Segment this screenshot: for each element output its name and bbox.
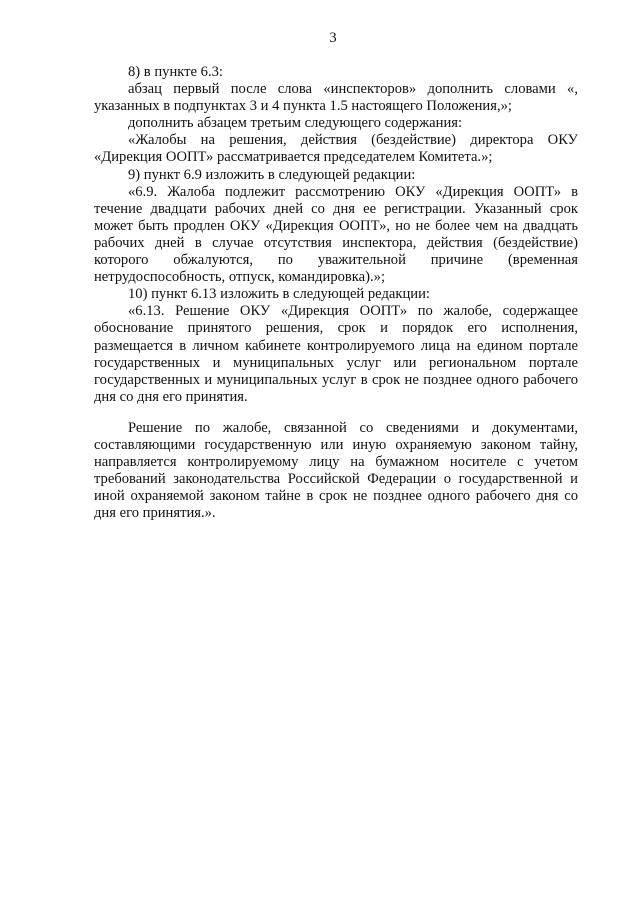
paragraph-6-13-quote: «6.13. Решение ОКУ «Дирекция ООПТ» по жалобе, содержащее обоснование принятого решения, срок и порядок его исполнения, размещается в личном кабинете контролируемого лица на едином портале государственных и муниципальных услуг или региональном портале государственных и муниципальных услуг в срок не позднее одного рабочего дня со дня его принятия. [94, 303, 578, 405]
paragraph-6-9-quote: «6.9. Жалоба подлежит рассмотрению ОКУ «Дирекция ООПТ» в течение двадцати рабочих дней со дня ее регистрации. Указанный срок может быть продлен ОКУ «Дирекция ООПТ», но не более чем на двадцать рабочих дней в случае отсутствия инспектора, действия (бездействие) которого обжалуются, по уважительной причине (временная нетрудоспособность, отпуск, командировка).»; [94, 183, 578, 286]
document-body [94, 64, 578, 522]
paragraph-item-9: 9) пункт 6.9 изложить в следующей редакции: [128, 166, 416, 183]
paragraph-complaints-quote: «Жалобы на решения, действия (бездействие) директора ОКУ «Дирекция ООПТ» рассматривается председателем Комитета.»; [94, 132, 578, 166]
page-number: 3 [329, 30, 337, 46]
paragraph-item-8: 8) в пункте 6.3: [128, 64, 223, 80]
paragraph-item-10: 10) пункт 6.13 изложить в следующей редакции: [128, 286, 430, 303]
paragraph-add-third: дополнить абзацем третьим следующего содержания: [128, 115, 463, 132]
paragraph-secret-decision: Решение по жалобе, связанной со сведениями и документами, составляющими государственную или иную охраняемую законом тайну, направляется контролируемому лицу на бумажном носителе с учетом требований законодательства Российской Федерации о государственной и иной охраняемой законом тайне в срок не позднее одного рабочего дня со дня его принятия.». [94, 419, 578, 522]
paragraph-abzac-first: абзац первый после слова «инспекторов» дополнить словами «, указанных в подпунктах 3 и 4 пункта 1.5 настоящего Положения,»; [94, 81, 578, 115]
